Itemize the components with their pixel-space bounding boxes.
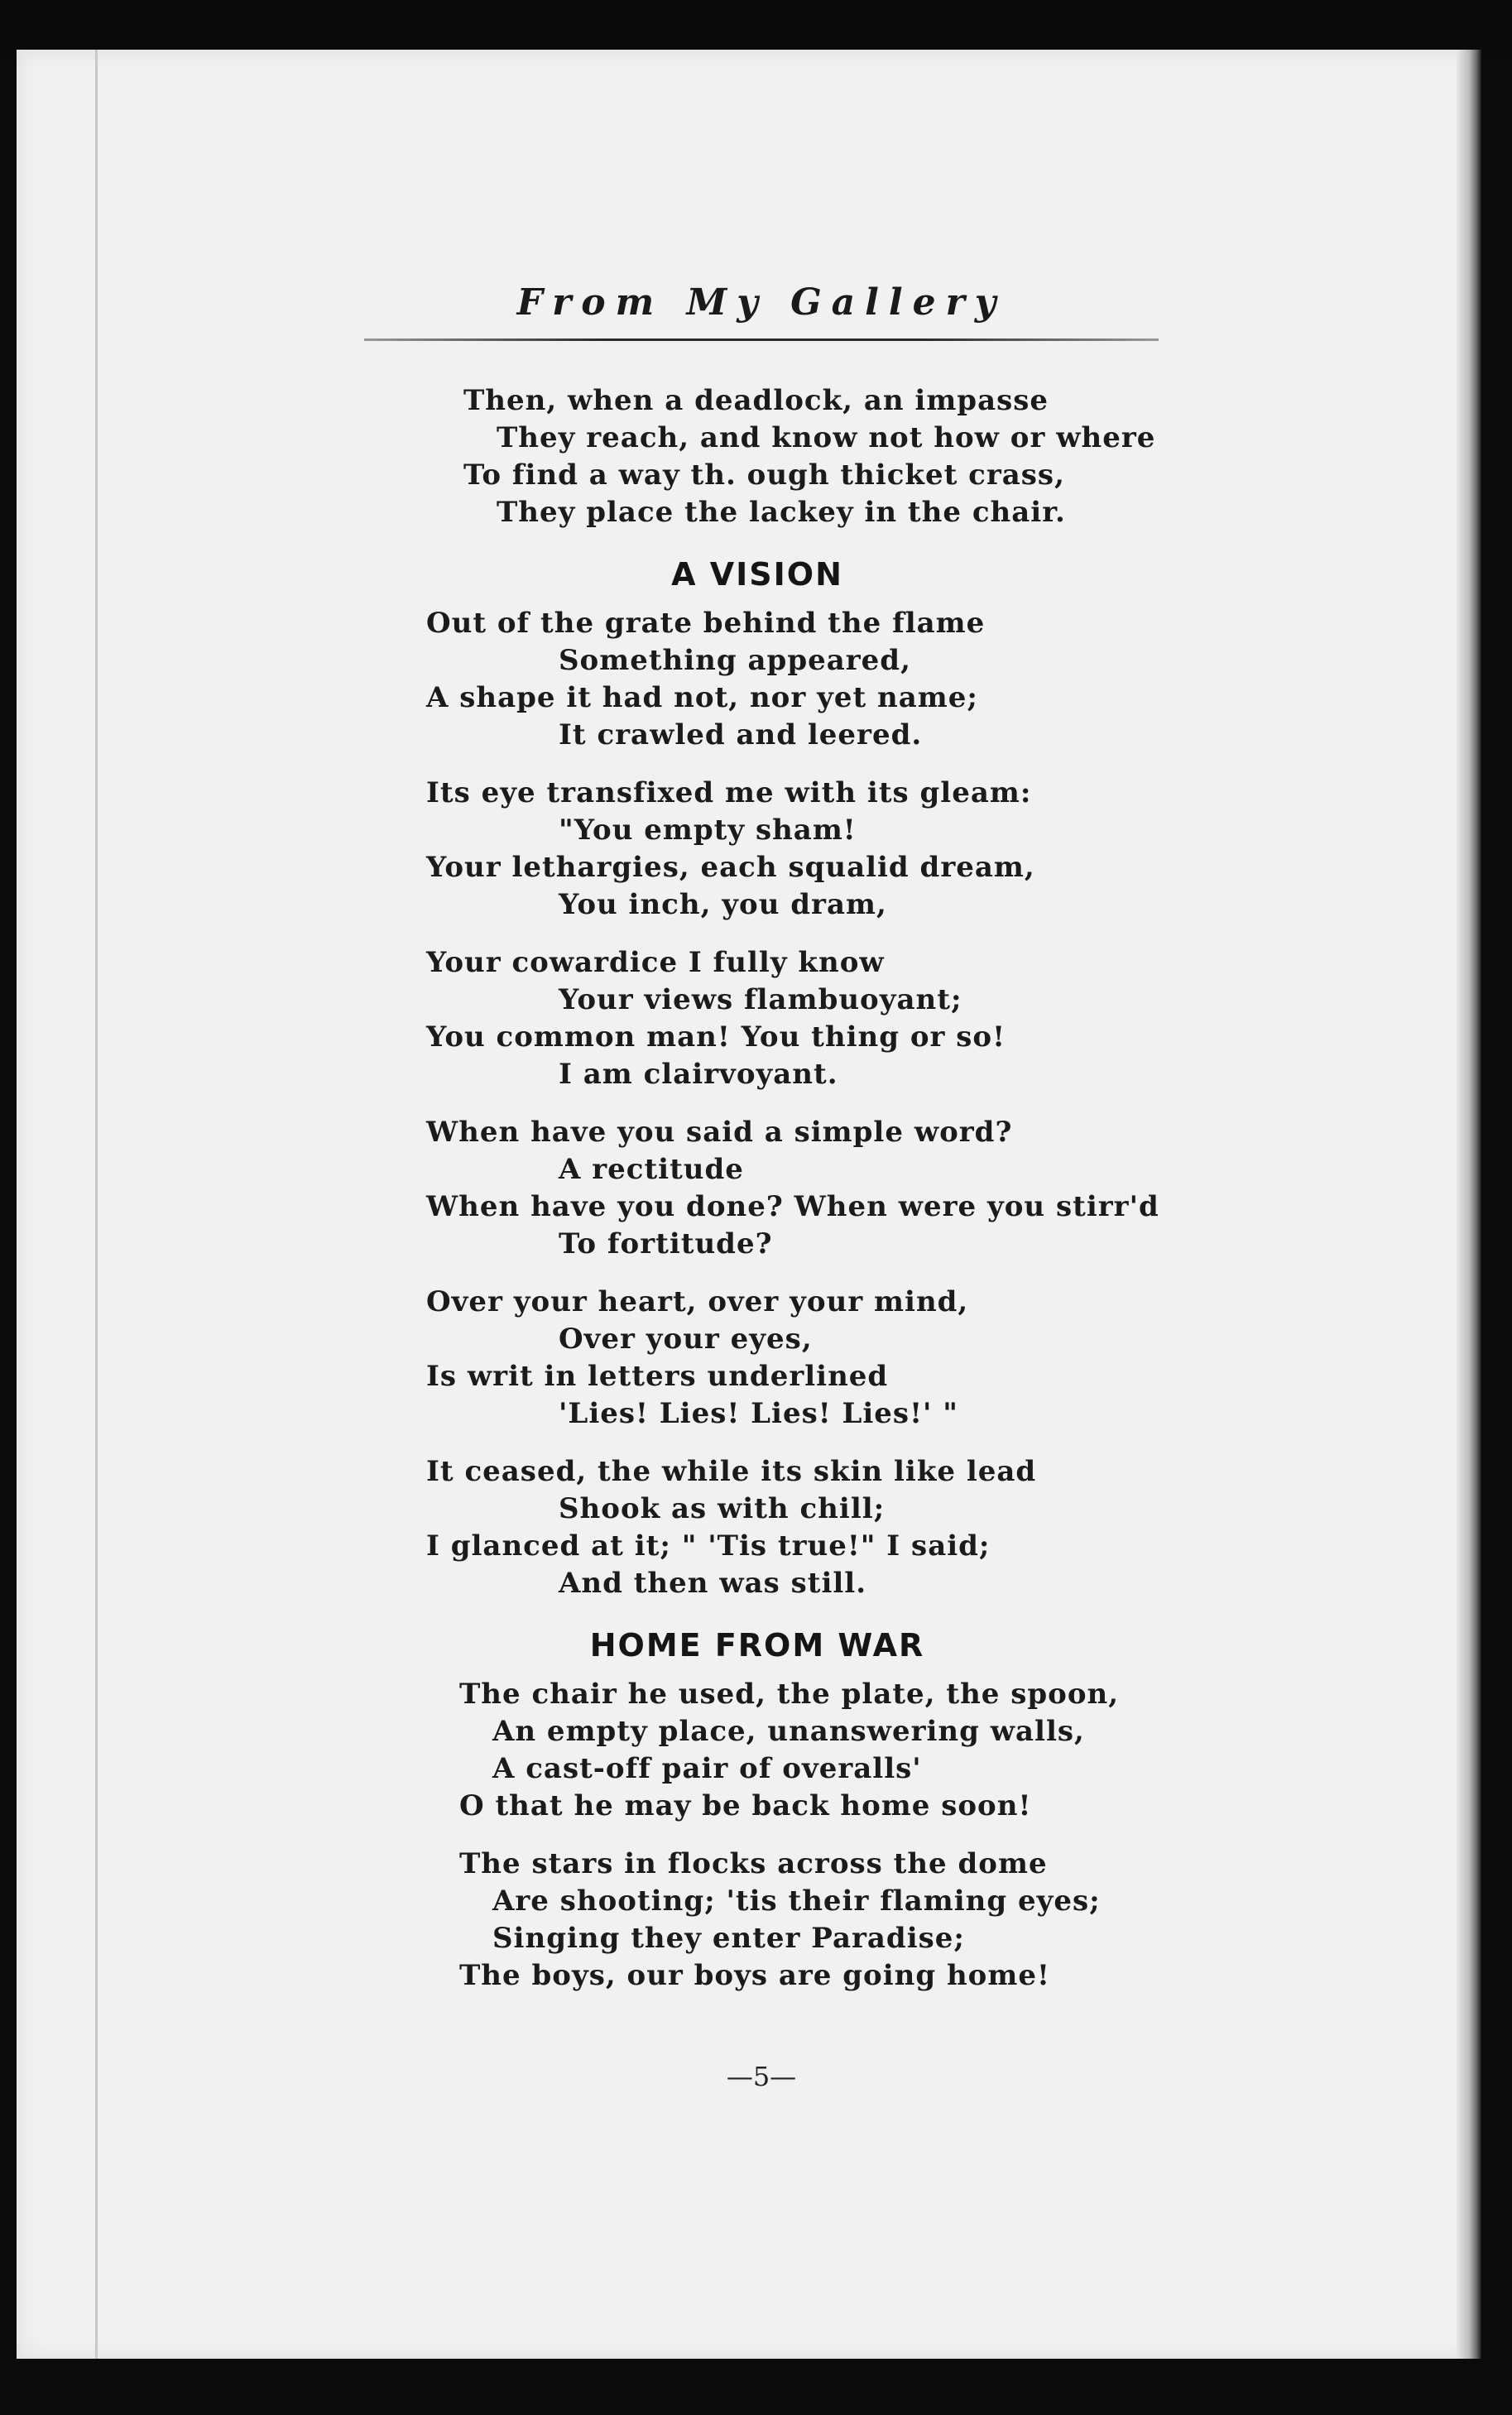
verse-line: Over your heart, over your mind,	[426, 1285, 969, 1318]
stanza	[426, 1676, 1171, 1825]
header-rule	[364, 338, 1159, 341]
verse-line: I am clairvoyant.	[559, 1058, 838, 1091]
verse-line: Singing they enter Paradise;	[492, 1922, 965, 1955]
poem-title: A VISION	[671, 556, 843, 593]
verse-line: You common man! You thing or so!	[426, 1020, 1006, 1054]
stanza	[426, 1846, 1171, 1995]
stanza	[426, 605, 1171, 754]
verse-line: They reach, and know not how or where	[497, 421, 1156, 454]
stanza	[426, 944, 1171, 1093]
verse-line: Something appeared,	[559, 644, 911, 677]
verse-line: They place the lackey in the chair.	[497, 496, 1066, 529]
verse-line: Over your eyes,	[559, 1323, 813, 1356]
verse-line: An empty place, unanswering walls,	[492, 1715, 1085, 1748]
verse-line: The chair he used, the plate, the spoon,	[459, 1678, 1120, 1711]
page-gutter	[95, 50, 98, 2359]
verse-line: A shape it had not, nor yet name;	[426, 681, 978, 714]
stanza	[426, 775, 1171, 924]
verse-line: Its eye transfixed me with its gleam:	[426, 776, 1032, 809]
page-text	[426, 382, 1171, 2015]
verse-line: To fortitude?	[559, 1227, 773, 1260]
stanza	[426, 1453, 1171, 1602]
verse-line: To find a way th. ough thicket crass,	[463, 459, 1065, 492]
verse-line: Your lethargies, each squalid dream,	[426, 851, 1035, 884]
verse-line: Out of the grate behind the flame	[426, 607, 986, 640]
verse-line: Your cowardice I fully know	[426, 946, 885, 979]
verse-line: Is writ in letters underlined	[426, 1360, 889, 1393]
verse-line: 'Lies! Lies! Lies! Lies!' "	[559, 1397, 958, 1430]
verse-line: A rectitude	[559, 1153, 744, 1186]
verse-line: When have you said a simple word?	[426, 1116, 1013, 1149]
verse-line: And then was still.	[559, 1567, 867, 1600]
page-number: —5—	[726, 2061, 797, 2092]
verse-line: It crawled and leered.	[559, 718, 923, 751]
running-head: From My Gallery	[516, 281, 1006, 324]
verse-line: Shook as with chill;	[559, 1492, 886, 1525]
verse-line: It ceased, the while its skin like lead	[426, 1455, 1037, 1488]
verse-line: The stars in flocks across the dome	[459, 1847, 1048, 1880]
verse-line: Your views flambuoyant;	[559, 983, 962, 1016]
verse-line: When have you done? When were you stirr'd	[426, 1190, 1159, 1223]
verse-line: O that he may be back home soon!	[459, 1789, 1032, 1822]
poem-title: HOME FROM WAR	[589, 1627, 925, 1664]
page-header	[364, 281, 1159, 341]
verse-line: I glanced at it; " 'Tis true!" I said;	[426, 1529, 991, 1563]
verse-line: The boys, our boys are going home!	[459, 1959, 1050, 1992]
opening-stanza	[426, 382, 1171, 531]
verse-line: A cast-off pair of overalls'	[492, 1752, 922, 1785]
verse-line: Are shooting; 'tis their flaming eyes;	[492, 1884, 1101, 1918]
verse-line: Then, when a deadlock, an impasse	[463, 384, 1049, 417]
stanza	[426, 1284, 1171, 1433]
verse-line: You inch, you dram,	[559, 888, 887, 921]
page-edge	[1457, 50, 1481, 2359]
verse-line: "You empty sham!	[559, 814, 857, 847]
stanza	[426, 1114, 1171, 1263]
